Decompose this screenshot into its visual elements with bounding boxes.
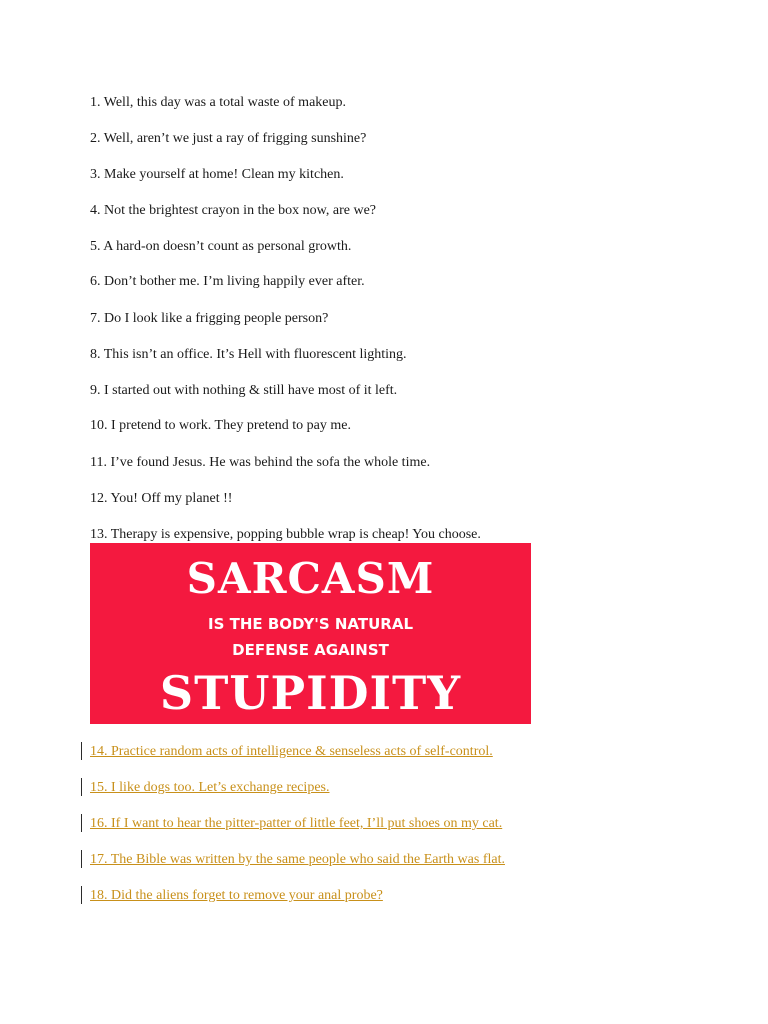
change-bar <box>81 850 82 868</box>
banner-subtitle-line-2: DEFENSE AGAINST <box>232 641 389 659</box>
list-item: 9. I started out with nothing & still have most of it left. <box>90 383 398 398</box>
list-item: 13. Therapy is expensive, popping bubble wrap is cheap! You choose. <box>90 527 481 542</box>
link-item[interactable]: 18. Did the aliens forget to remove your anal probe? <box>90 888 383 903</box>
link-item[interactable]: 16. If I want to hear the pitter-patter of little feet, I’ll put shoes on my cat. <box>90 816 503 831</box>
link-item[interactable]: 14. Practice random acts of intelligence & senseless acts of self-control. <box>90 744 493 759</box>
list-item: 2. Well, aren’t we just a ray of frigging sunshine? <box>90 131 367 146</box>
banner-bottom-word: STUPIDITY <box>159 666 462 720</box>
list-item: 7. Do I look like a frigging people person? <box>90 311 329 326</box>
list-item: 3. Make yourself at home! Clean my kitchen. <box>90 167 344 182</box>
list-item: 6. Don’t bother me. I’m living happily ever after. <box>90 274 365 289</box>
sarcasm-banner-image <box>90 543 531 724</box>
change-bar <box>81 778 82 796</box>
list-item: 12. You! Off my planet !! <box>90 491 233 506</box>
banner-subtitle-line-1: IS THE BODY'S NATURAL <box>207 615 413 633</box>
change-bar <box>81 886 82 904</box>
list-item: 1. Well, this day was a total waste of makeup. <box>90 95 346 110</box>
change-bar <box>81 814 82 832</box>
list-item: 10. I pretend to work. They pretend to pay me. <box>90 418 352 433</box>
link-item[interactable]: 15. I like dogs too. Let’s exchange recipes. <box>90 780 330 795</box>
list-item: 8. This isn’t an office. It’s Hell with fluorescent lighting. <box>90 347 407 362</box>
change-bar <box>81 742 82 760</box>
list-item: 4. Not the brightest crayon in the box now, are we? <box>90 203 377 218</box>
list-item: 11. I’ve found Jesus. He was behind the sofa the whole time. <box>90 455 431 470</box>
list-item: 5. A hard-on doesn’t count as personal growth. <box>90 239 352 254</box>
link-item[interactable]: 17. The Bible was written by the same people who said the Earth was flat. <box>90 852 505 867</box>
banner-title: SARCASM <box>186 554 435 603</box>
